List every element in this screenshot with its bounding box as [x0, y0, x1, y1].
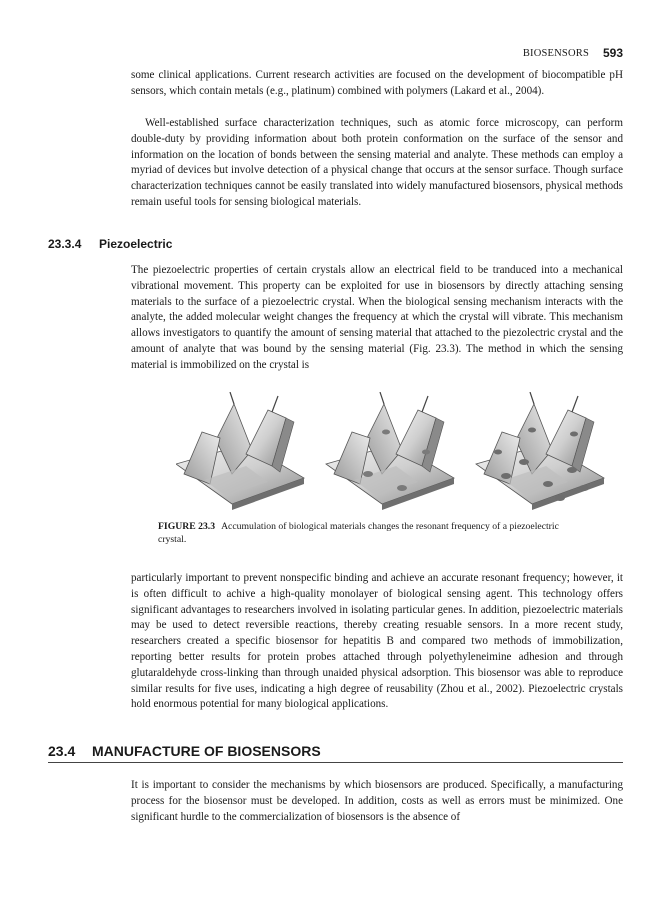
paragraph-5: It is important to consider the mechanisms by which biosensors are produced. Specifically, a manufacturing process for the biosensor must be developed. In addition, costs as well as errors must be minimized. One significant hurdle to the commercialization of biosensors is the absence of [131, 779, 623, 823]
paragraph-4: particularly important to prevent nonspecific binding and achieve an accurate resonant frequency; however, it is often difficult to achive a high-quality monolayer of biological sensing agent. This technology offers significant advantages to researchers involved in isolating particular genes. In addition, piezoelectric materials may be used to detect reversible reactions, thereby creating resuable sensors. In a more recent study, researchers created a specific biosensor for hepatitis B and compared two methods of immobilization, reporting better results for protein probes attached through polyethyleneimine adhesion and through glutaraldehyde cross-linking than through unaided physical adsorption. This biosensor was able to reproduce similar results for five uses, indicating a high degree of reusability (Zhou et al., 2002). Piezoelectric crystals hold enormous potential for many biological applications. [131, 572, 623, 711]
crystal-clean [176, 392, 304, 510]
figure-caption-text: Accumulation of biological materials changes the resonant frequency of a piezoelectric crystal. [158, 521, 559, 545]
section-number-23-3-4: 23.3.4 [48, 237, 82, 251]
section-heading-piezoelectric: Piezoelectric [99, 237, 173, 251]
running-header-title: BIOSENSORS [522, 48, 589, 59]
paragraph-2: Well-established surface characterization techniques, such as atomic force microscopy, can perform double-duty by providing information about both protein conformation on the surface of the sensor and information on the location of bonds between the sensing material and analyte. These methods can employ a myriad of devices but involve detection of a physical change that occurs at the sensor surface. Though surface characterization techniques cannot be easily translated into widely manufactured biosensors, physical methods remain useful tools for sensing biological materials. [131, 117, 623, 208]
section-number-23-4: 23.4 [48, 743, 76, 759]
figure-label: FIGURE 23.3 [158, 521, 216, 532]
crystal-partly-coated [326, 392, 454, 510]
paragraph-3: The piezoelectric properties of certain crystals allow an electrical field to be tranduced into a mechanical vibrational movement. This property can be exploited for use in biosensors by directly attaching sensing materials to the surface of a piezoelectric crystal. When the biological sensing mechanism interacts with the analyte, the added molecular weight changes the frequency at which the crystal will vibrate. This mechanism allows investigators to quantify the amount of sensing material that attached to the piezolectric crystal and the amount of analyte that was bound by the sensing material (Fig. 23.3). The method in which the sensing material is immobilized on the crystal is [131, 264, 623, 371]
page-number: 593 [602, 46, 623, 60]
paragraph-1: some clinical applications. Current research activities are focused on the development of biocompatible pH sensors, which contain metals (e.g., platinum) combined with polymers (Lakard et al., 2004). [131, 69, 623, 97]
figure-23-3-illustration [176, 392, 616, 510]
figure-caption [158, 520, 588, 546]
section-heading-manufacture-of-biosensors: MANUFACTURE OF BIOSENSORS [92, 743, 321, 759]
section-divider [48, 762, 623, 763]
